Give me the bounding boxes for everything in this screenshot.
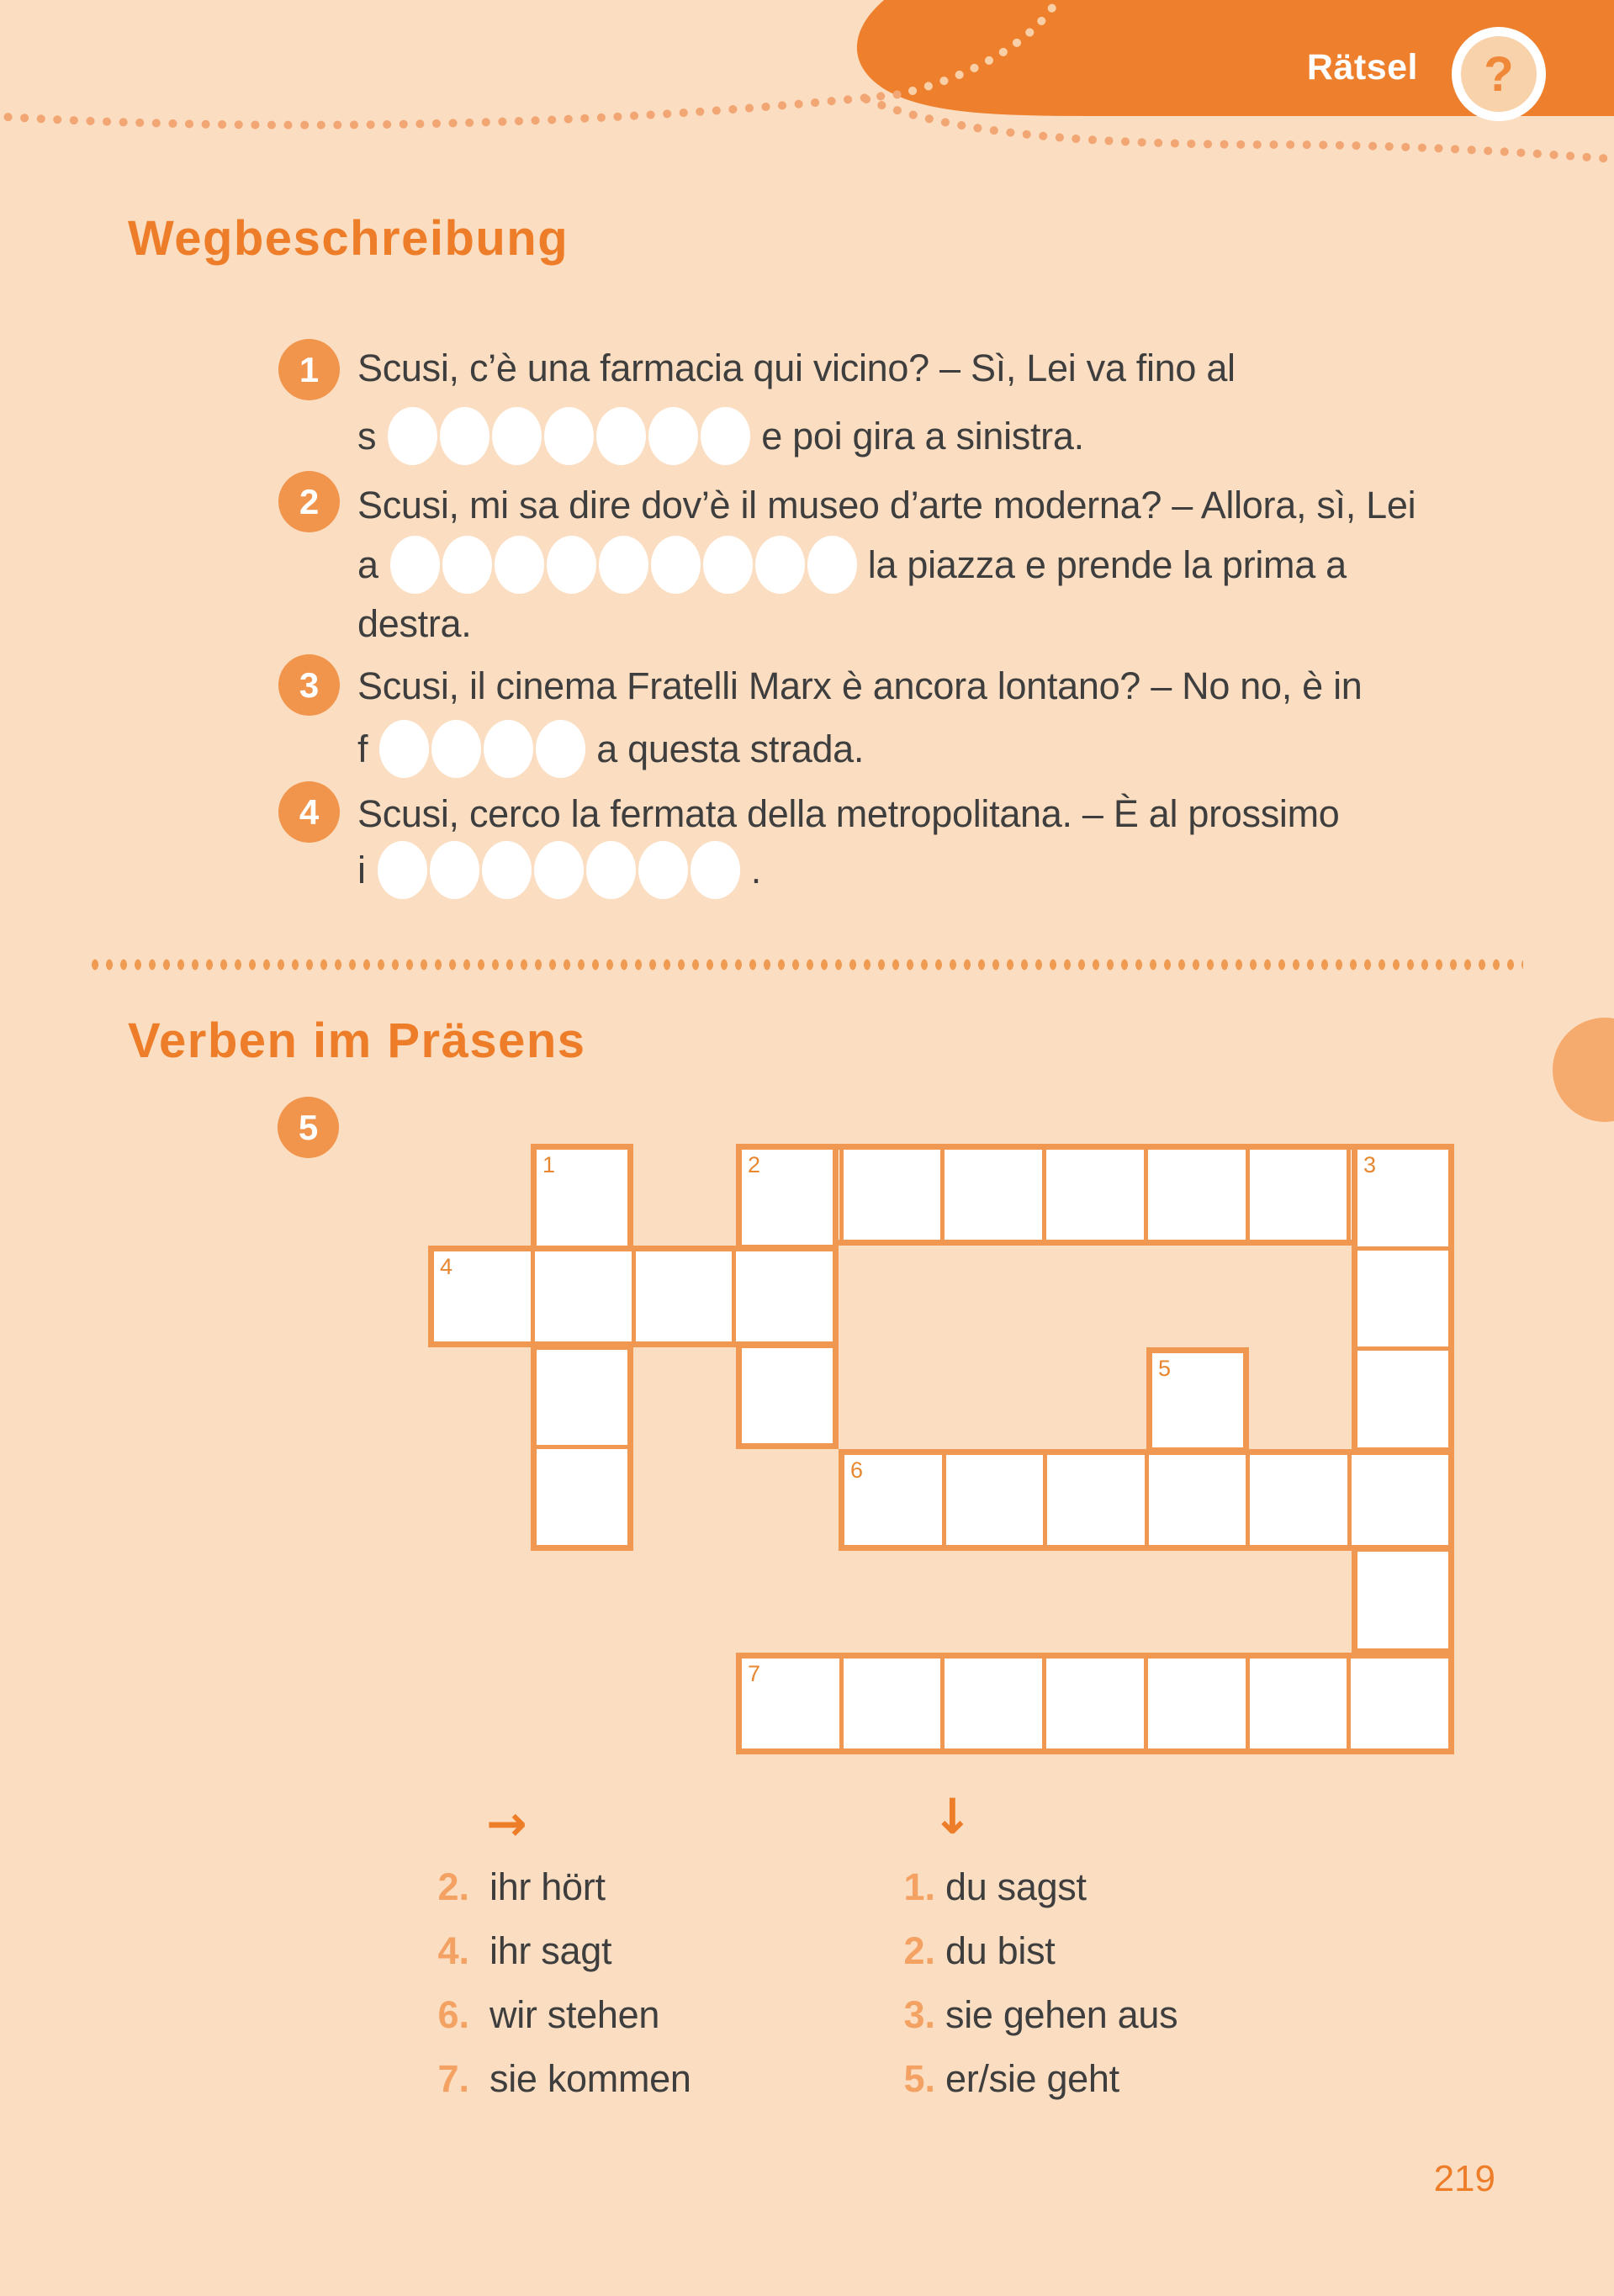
word-start-letter: a	[357, 542, 378, 586]
crossword-clue-number-3: 3	[1363, 1152, 1377, 1177]
blank-letter-oval[interactable]	[648, 407, 698, 465]
crossword-cell[interactable]	[1352, 1455, 1449, 1545]
crossword-run-7-across	[736, 1653, 1454, 1754]
crossword-cell[interactable]	[1357, 1251, 1448, 1352]
dotted-curve-left	[0, 94, 900, 125]
page-number: 219	[1433, 2158, 1495, 2199]
clue-number: 7.	[437, 2057, 469, 2100]
blank-letter-oval[interactable]	[484, 720, 533, 778]
across-clue-row	[432, 1983, 691, 2047]
item-1-line-2	[357, 407, 1084, 465]
crossword-cell[interactable]	[535, 1251, 636, 1341]
down-clue-row	[902, 1919, 1177, 1983]
crossword-cell[interactable]	[1357, 1552, 1448, 1653]
crossword-cell[interactable]	[1149, 1455, 1251, 1545]
clue-text: ihr sagt	[489, 1929, 612, 1972]
across-clue-row	[432, 2047, 691, 2111]
across-clue-list	[432, 1855, 691, 2111]
word-start-letter: f	[357, 727, 368, 770]
crossword-cell[interactable]	[1046, 1659, 1148, 1748]
item-4-line-1	[357, 792, 1340, 836]
clue-text: du sagst	[945, 1865, 1087, 1908]
header-tab-label: Rätsel	[1306, 47, 1418, 87]
dotted-divider	[88, 958, 1523, 971]
blank-letter-oval[interactable]	[547, 536, 596, 594]
crossword-cell[interactable]	[1357, 1351, 1448, 1452]
crossword-run-6-across	[839, 1449, 1454, 1551]
item-4-badge: 4	[278, 781, 340, 843]
crossword-cell[interactable]	[742, 1348, 833, 1443]
crossword-cell[interactable]	[1250, 1455, 1352, 1545]
crossword-cell[interactable]	[636, 1251, 737, 1341]
blank-letter-oval[interactable]	[492, 407, 542, 465]
blank-letter-oval[interactable]	[388, 407, 437, 465]
blank-letter-oval[interactable]	[482, 841, 532, 899]
page-edge-tab	[1553, 1018, 1614, 1122]
crossword-cell[interactable]	[537, 1449, 627, 1545]
clue-text: du bist	[945, 1929, 1056, 1972]
blank-letter-oval[interactable]	[378, 841, 427, 899]
down-clue-row	[902, 2047, 1177, 2111]
crossword-cell[interactable]	[844, 1150, 945, 1240]
item-3-badge: 3	[278, 654, 340, 716]
clue-number: 5.	[903, 2057, 935, 2100]
item-2-line-1	[357, 484, 1416, 527]
sentence-text: Scusi, cerco la fermata della metropolitana. – È al prossimo	[357, 792, 1340, 835]
word-start-letter: i	[357, 848, 366, 891]
clue-text: ihr hört	[489, 1865, 606, 1908]
crossword-cell[interactable]	[537, 1350, 627, 1450]
item-5-badge: 5	[278, 1097, 339, 1158]
header-decoration	[0, 0, 1614, 235]
crossword-clue-number-1: 1	[542, 1152, 556, 1177]
crossword-clue-number-7: 7	[748, 1661, 761, 1686]
crossword-cell[interactable]	[1351, 1659, 1448, 1748]
sentence-text: a questa strada.	[596, 727, 865, 770]
across-clue-row	[432, 1855, 691, 1919]
sentence-text: Scusi, c’è una farmacia qui vicino? – Sì, Lei va fino al	[357, 347, 1236, 389]
item-4-line-2	[357, 841, 761, 899]
clue-number: 2.	[437, 1865, 469, 1908]
down-clue-list	[902, 1855, 1177, 2111]
blank-letter-oval[interactable]	[599, 536, 648, 594]
question-mark-glyph: ?	[1484, 46, 1514, 102]
clue-number: 3.	[903, 1993, 935, 2036]
clue-number: 2.	[903, 1929, 935, 1972]
across-arrow-icon: →	[486, 1795, 527, 1852]
item-2-line-2	[357, 536, 1347, 594]
blank-letter-oval[interactable]	[596, 407, 646, 465]
across-clue-row	[432, 1919, 691, 1983]
down-clue-row	[902, 1855, 1177, 1919]
item-3-line-2	[357, 720, 864, 778]
crossword-cell[interactable]	[1046, 1150, 1148, 1240]
crossword-clue-number-2: 2	[748, 1152, 761, 1177]
blank-letter-oval[interactable]	[651, 536, 701, 594]
blank-letter-oval[interactable]	[440, 407, 489, 465]
item-2-line-3	[357, 602, 471, 646]
item-2-badge: 2	[278, 471, 340, 532]
blank-letter-oval[interactable]	[390, 536, 440, 594]
blank-letter-oval[interactable]	[431, 720, 481, 778]
crossword-cell[interactable]	[1148, 1150, 1250, 1240]
crossword-cell[interactable]	[945, 1659, 1046, 1748]
clue-text: sie kommen	[489, 2057, 691, 2100]
blank-letter-oval[interactable]	[442, 536, 492, 594]
sentence-text: la piazza e prende la prima a	[867, 542, 1347, 586]
crossword-cell[interactable]	[1148, 1659, 1250, 1748]
down-arrow-icon: ↓	[932, 1788, 973, 1845]
sentence-text: Scusi, il cinema Fratelli Marx è ancora lontano? – No no, è in	[357, 664, 1363, 707]
section-title-wegbeschreibung: Wegbeschreibung	[128, 211, 569, 266]
blank-letter-oval[interactable]	[701, 407, 750, 465]
crossword-cell[interactable]	[1250, 1150, 1352, 1240]
clue-text: wir stehen	[489, 1993, 660, 2036]
blank-letter-oval[interactable]	[534, 841, 584, 899]
sentence-text: .	[750, 848, 761, 891]
blank-letter-oval[interactable]	[703, 536, 753, 594]
crossword-run-1-down	[531, 1144, 633, 1551]
clue-number: 6.	[437, 1993, 469, 2036]
item-1-line-1	[357, 347, 1236, 390]
item-3-line-1	[357, 664, 1363, 708]
clue-text: er/sie geht	[945, 2057, 1119, 2100]
crossword-cell[interactable]	[1047, 1455, 1149, 1545]
sentence-text: destra.	[357, 602, 472, 645]
blank-letter-oval[interactable]	[807, 536, 857, 594]
crossword-cell[interactable]	[945, 1150, 1046, 1240]
question-mark-icon	[1452, 27, 1546, 121]
blank-letter-oval[interactable]	[544, 407, 594, 465]
down-clue-row	[902, 1983, 1177, 2047]
blank-letter-oval[interactable]	[495, 536, 544, 594]
clue-number: 4.	[437, 1929, 469, 1972]
section-title-verben: Verben im Präsens	[128, 1013, 586, 1068]
crossword-clue-number-5: 5	[1158, 1356, 1172, 1381]
clue-text: sie gehen aus	[945, 1993, 1178, 2036]
blank-letter-oval[interactable]	[536, 720, 585, 778]
crossword-run-4-across	[428, 1246, 839, 1347]
blank-letter-oval[interactable]	[755, 536, 805, 594]
sentence-text: e poi gira a sinistra.	[761, 414, 1084, 458]
sentence-text: Scusi, mi sa dire dov’è il museo d’arte moderna? – Allora, sì, Lei	[357, 484, 1416, 526]
blank-letter-oval[interactable]	[638, 841, 688, 899]
blank-letter-oval[interactable]	[586, 841, 636, 899]
word-start-letter: s	[357, 414, 377, 458]
crossword-cell[interactable]	[1250, 1659, 1352, 1748]
clue-number: 1.	[903, 1865, 935, 1908]
crossword-cell[interactable]	[844, 1659, 945, 1748]
crossword-cell[interactable]	[946, 1455, 1048, 1545]
blank-letter-oval[interactable]	[379, 720, 429, 778]
blank-letter-oval[interactable]	[691, 841, 740, 899]
crossword-cell[interactable]	[736, 1251, 833, 1341]
crossword-clue-number-6: 6	[850, 1457, 864, 1483]
blank-letter-oval[interactable]	[430, 841, 479, 899]
crossword-clue-number-4: 4	[440, 1254, 453, 1279]
item-1-badge: 1	[278, 339, 340, 400]
crossword-run-2-across	[736, 1144, 1454, 1246]
